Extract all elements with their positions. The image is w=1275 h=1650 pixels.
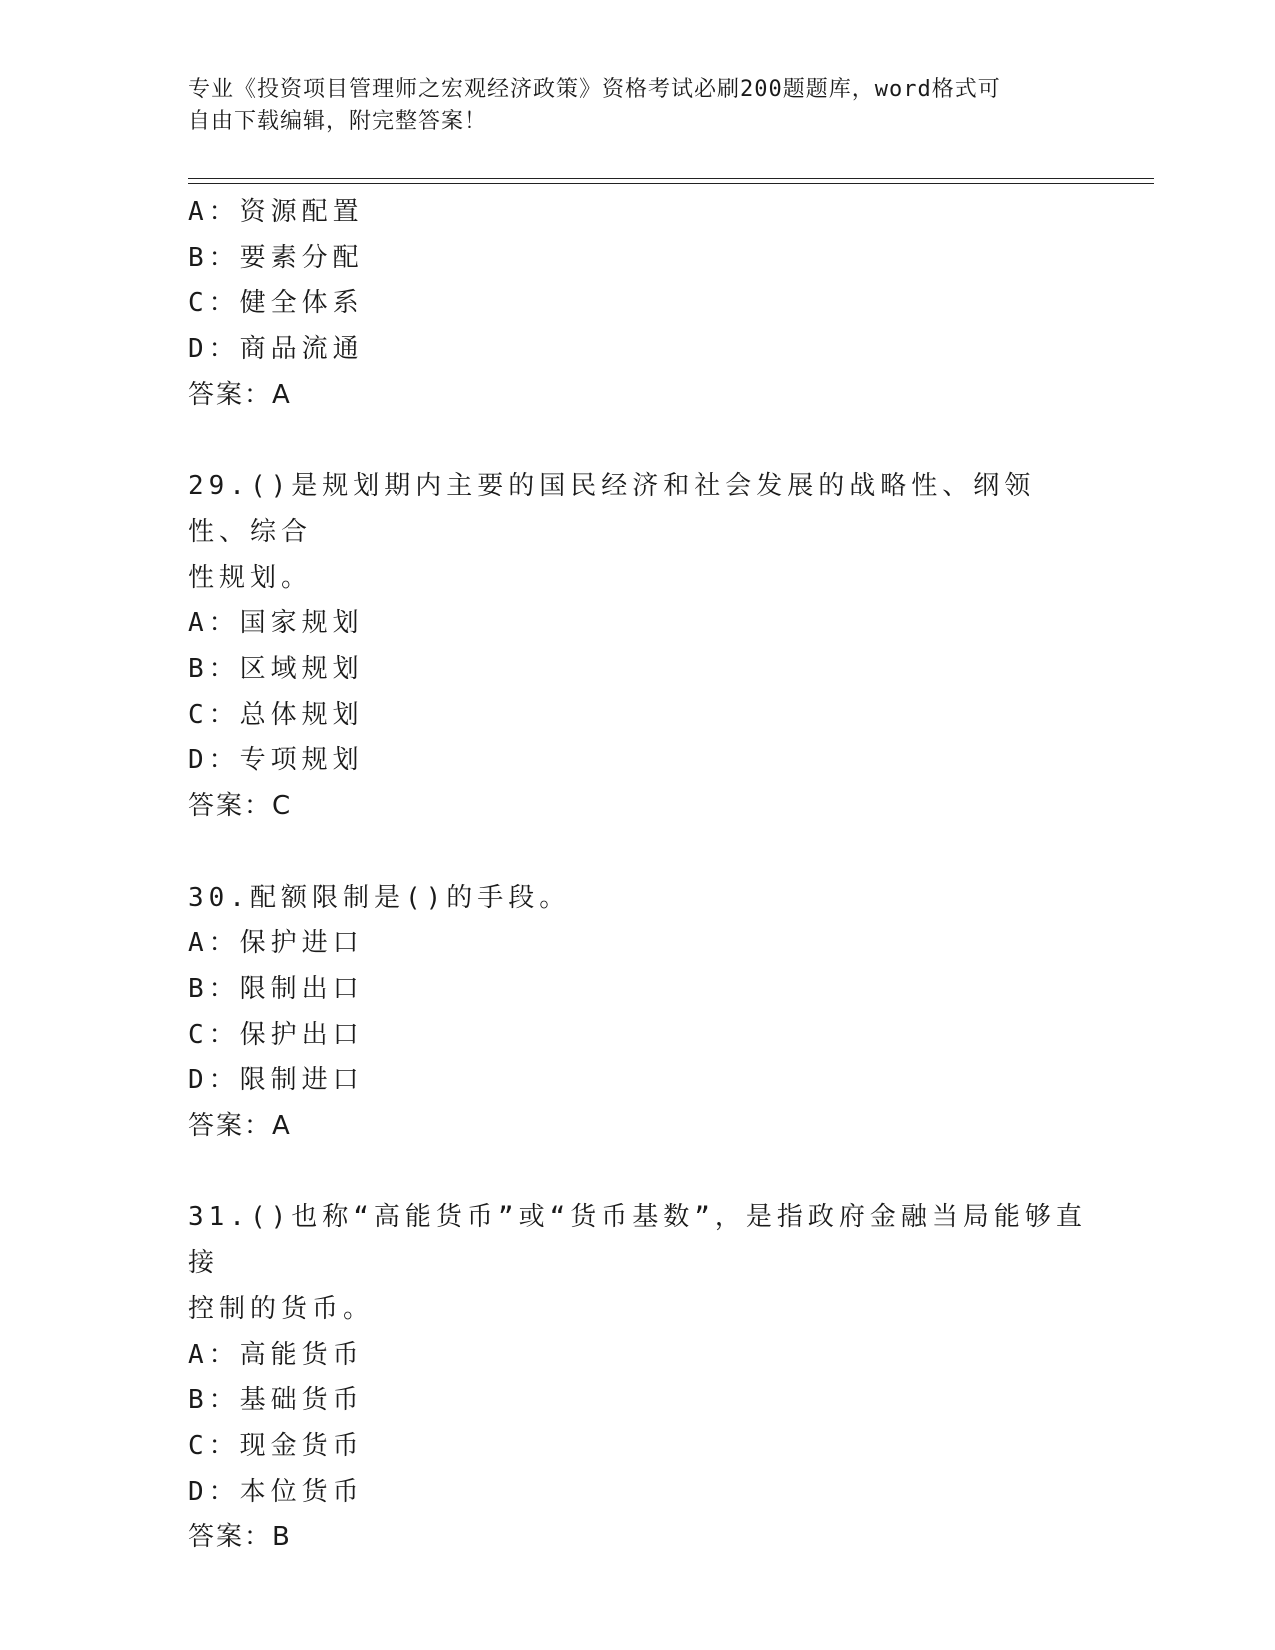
option-b: B：区域规划 (188, 654, 364, 685)
spacer (188, 830, 1088, 876)
question-30 (188, 876, 1088, 1150)
option-b: B：要素分配 (188, 242, 364, 273)
option-c: C：健全体系 (188, 288, 364, 319)
question-list (188, 190, 1088, 1561)
option-d: D：限制进口 (188, 1065, 364, 1096)
option-c: C：保护出口 (188, 1019, 364, 1050)
header-divider-bottom (188, 183, 1154, 184)
answer-line: 答案：A (188, 379, 292, 410)
question-stem-line-1: 29.()是规划期内主要的国民经济和社会发展的战略性、纲领性、综合 (188, 471, 1036, 547)
option-a: A：资源配置 (188, 197, 364, 227)
question-stem-line-1: 30.配额限制是()的手段。 (188, 882, 571, 913)
header-line-2: 自由下载编辑，附完整答案！ (188, 109, 488, 134)
question-stem-line-2: 控制的货币。 (188, 1293, 375, 1324)
spacer (188, 1150, 1088, 1196)
question-31 (188, 1195, 1088, 1561)
question-29 (188, 464, 1088, 830)
header-divider-top (188, 178, 1154, 179)
option-b: B：限制出口 (188, 973, 364, 1004)
question-28 (188, 190, 1088, 419)
option-d: D：本位货币 (188, 1476, 364, 1507)
option-a: A：国家规划 (188, 608, 364, 639)
answer-line: 答案：B (188, 1522, 292, 1553)
answer-line: 答案：C (188, 791, 293, 822)
option-a: A：保护进口 (188, 928, 364, 959)
spacer (188, 419, 1088, 465)
option-d: D：商品流通 (188, 334, 364, 365)
answer-line: 答案：A (188, 1111, 292, 1142)
option-b: B：基础货币 (188, 1385, 364, 1416)
option-a: A：高能货币 (188, 1339, 364, 1370)
option-c: C：总体规划 (188, 699, 364, 730)
question-stem-line-2: 性规划。 (188, 562, 313, 593)
question-stem-line-1: 31.()也称“高能货币”或“货币基数”，是指政府金融当局能够直接 (188, 1202, 1087, 1279)
option-d: D：专项规划 (188, 745, 364, 776)
option-c: C：现金货币 (188, 1430, 364, 1461)
document-header (188, 74, 1068, 138)
header-line-1: 专业《投资项目管理师之宏观经济政策》资格考试必刷200题题库，word格式可 (188, 77, 1001, 102)
